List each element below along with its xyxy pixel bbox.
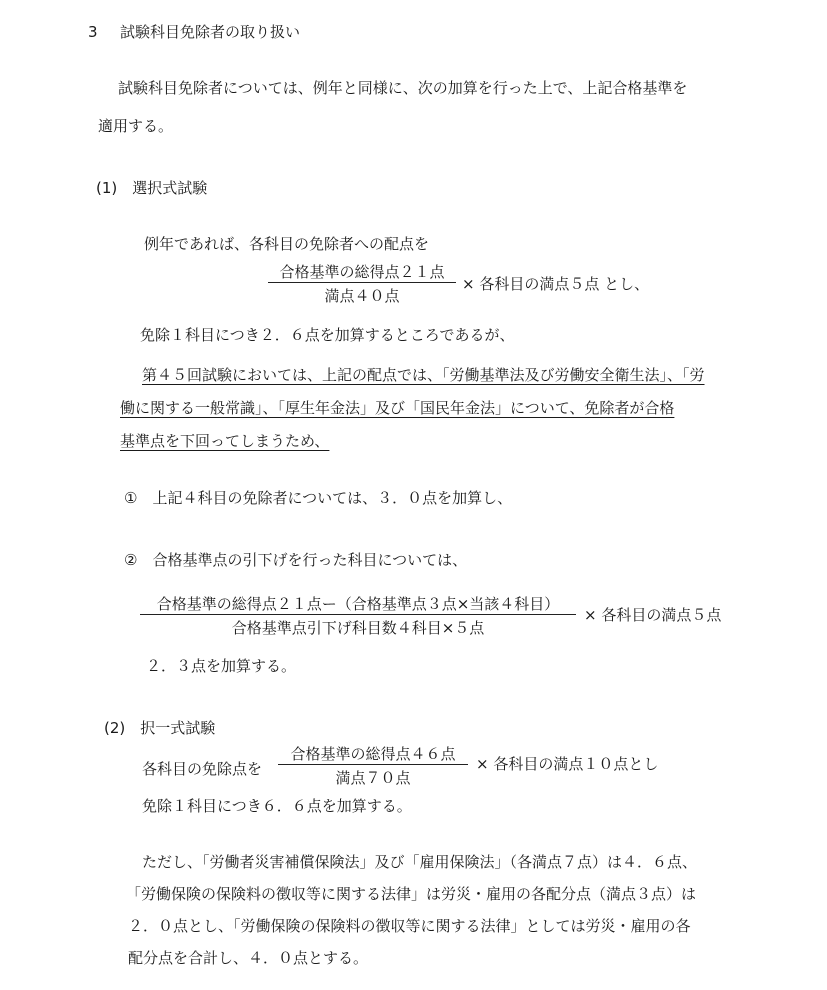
section-title: 試験科目免除者の取り扱い (120, 23, 301, 41)
formula-1-numerator: 合格基準の総得点２１点 (268, 262, 456, 283)
underlined-line-2: 働に関する一般常識」、「厚生年金法」及び「国民年金法」について、免除者が合格 (120, 399, 675, 417)
formula-3-multiplier: × 各科目の満点１０点とし (476, 755, 659, 773)
multiple-choice-paragraph-1: 免除１科目につき６．６点を加算する。 (142, 797, 412, 815)
proviso-line-1: ただし、「労働者災害補償保険法」及び「雇用保険法」（各満点７点）は４．６点、 (142, 853, 698, 871)
formula-1-denominator: 満点４０点 (324, 287, 400, 305)
selection-exam-heading: (1) 選択式試験 (96, 179, 208, 197)
circled-item-2: ② 合格基準点の引下げを行った科目については、 (124, 551, 468, 569)
proviso-line-2: 「労働保険の保険料の徴収等に関する法律」は労災・雇用の各配分点（満点３点）は (126, 885, 697, 903)
selection-formula-2 (140, 594, 576, 638)
formula-3-denominator: 満点７０点 (335, 769, 411, 787)
selection-paragraph-2: 免除１科目につき２．６点を加算するところであるが、 (140, 326, 515, 344)
underlined-line-1: 第４５回試験においては、上記の配点では、「労働基準法及び労働安全衛生法」、「労 (142, 366, 705, 384)
formula-1-multiplier: × 各科目の満点５点 とし、 (462, 275, 650, 293)
intro-line-1: 試験科目免除者については、例年と同様に、次の加算を行った上で、上記合格基準を (118, 79, 688, 97)
formula-3-numerator: 合格基準の総得点４６点 (278, 744, 468, 765)
formula-2-numerator: 合格基準の総得点２１点ー（合格基準点３点×当該４科目） (140, 594, 576, 615)
formula-2-denominator: 合格基準点引下げ科目数４科目×５点 (231, 619, 485, 637)
selection-paragraph-3: ２．３点を加算する。 (146, 657, 297, 675)
formula-2-multiplier: × 各科目の満点５点 (584, 606, 722, 624)
circled-item-1: ① 上記４科目の免除者については、３．０点を加算し、 (124, 489, 513, 507)
selection-formula-1 (268, 262, 456, 306)
proviso-line-4: 配分点を合計し、４．０点とする。 (128, 949, 369, 967)
multiple-choice-heading: (2) 択一式試験 (104, 719, 216, 737)
proviso-line-3: ２．０点とし、「労働保険の保険料の徴収等に関する法律」としては労災・雇用の各 (128, 917, 691, 935)
multiple-choice-lead: 各科目の免除点を (142, 760, 263, 778)
underlined-line-3: 基準点を下回ってしまうため、 (120, 432, 330, 450)
multiple-choice-formula (278, 744, 468, 788)
selection-paragraph-1: 例年であれば、各科目の免除者への配点を (144, 235, 430, 253)
section-number: 3 (88, 23, 98, 41)
intro-line-2: 適用する。 (98, 117, 174, 135)
